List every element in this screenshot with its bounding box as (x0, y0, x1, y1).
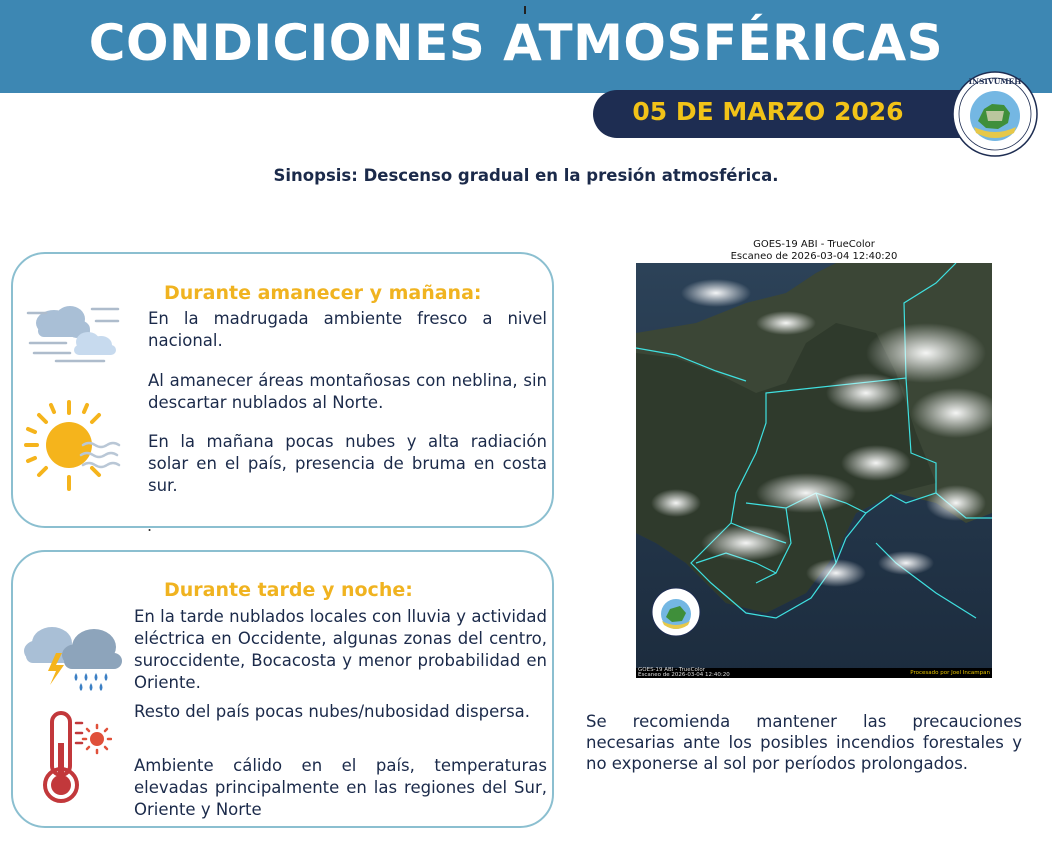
sun-haze-icon (23, 399, 125, 495)
satellite-title-line2: Escaneo de 2026-03-04 12:40:20 (730, 251, 898, 262)
evening-paragraph-3: Ambiente cálido en el país, temperaturas elevadas principalmente en las regiones del Sur, Oriente y Norte (134, 756, 547, 819)
insivumeh-logo (952, 71, 1038, 157)
synopsis-text: Sinopsis: Descenso gradual en la presión atmosférica. (273, 166, 779, 185)
satellite-title-line1: GOES-19 ABI - TrueColor (753, 239, 875, 250)
satellite-footer-left-line1: GOES-19 ABI - TrueColor (638, 667, 705, 673)
fog-cloud-icon (26, 297, 122, 365)
thermometer-sun-icon (40, 709, 112, 805)
morning-paragraph-1: En la madrugada ambiente fresco a nivel nacional. (148, 309, 547, 350)
evening-paragraph-2: Resto del país pocas nubes/nubosidad dispersa. (134, 702, 531, 721)
satellite-footer-right: Procesado por Joel Incampan (910, 670, 990, 676)
satellite-footer-left-line2: Escaneo de 2026-03-04 12:40:20 (638, 672, 730, 678)
evening-heading: Durante tarde y noche: (164, 579, 413, 601)
date-label: 05 DE MARZO 2026 (632, 97, 904, 126)
morning-heading: Durante amanecer y mañana: (164, 282, 482, 304)
stray-dot: . (147, 516, 153, 535)
evening-paragraph-1: En la tarde nublados locales con lluvia y actividad eléctrica en Occidente, algunas zonas del centro, suroccidente, Bocacosta y menor probabilidad en Oriente. (134, 607, 547, 692)
satellite-footer-left (638, 668, 730, 678)
logo-text: INSIVUMEH (968, 77, 1022, 86)
satellite-image (636, 263, 992, 678)
morning-paragraph-3: En la mañana pocas nubes y alta radiación solar en el país, presencia de bruma en costa sur. (148, 432, 547, 495)
page-title: CONDICIONES ATMOSFÉRICAS (88, 14, 944, 72)
storm-rain-icon (20, 615, 124, 693)
satellite-title (636, 239, 992, 263)
recommendation-text: Se recomienda mantener las precauciones necesarias ante los posibles incendios forestales y no exponerse al sol por períodos prolongados. (586, 712, 1022, 773)
top-tick-mark (524, 6, 526, 14)
morning-paragraph-2: Al amanecer áreas montañosas con neblina, sin descartar nublados al Norte. (148, 371, 547, 412)
